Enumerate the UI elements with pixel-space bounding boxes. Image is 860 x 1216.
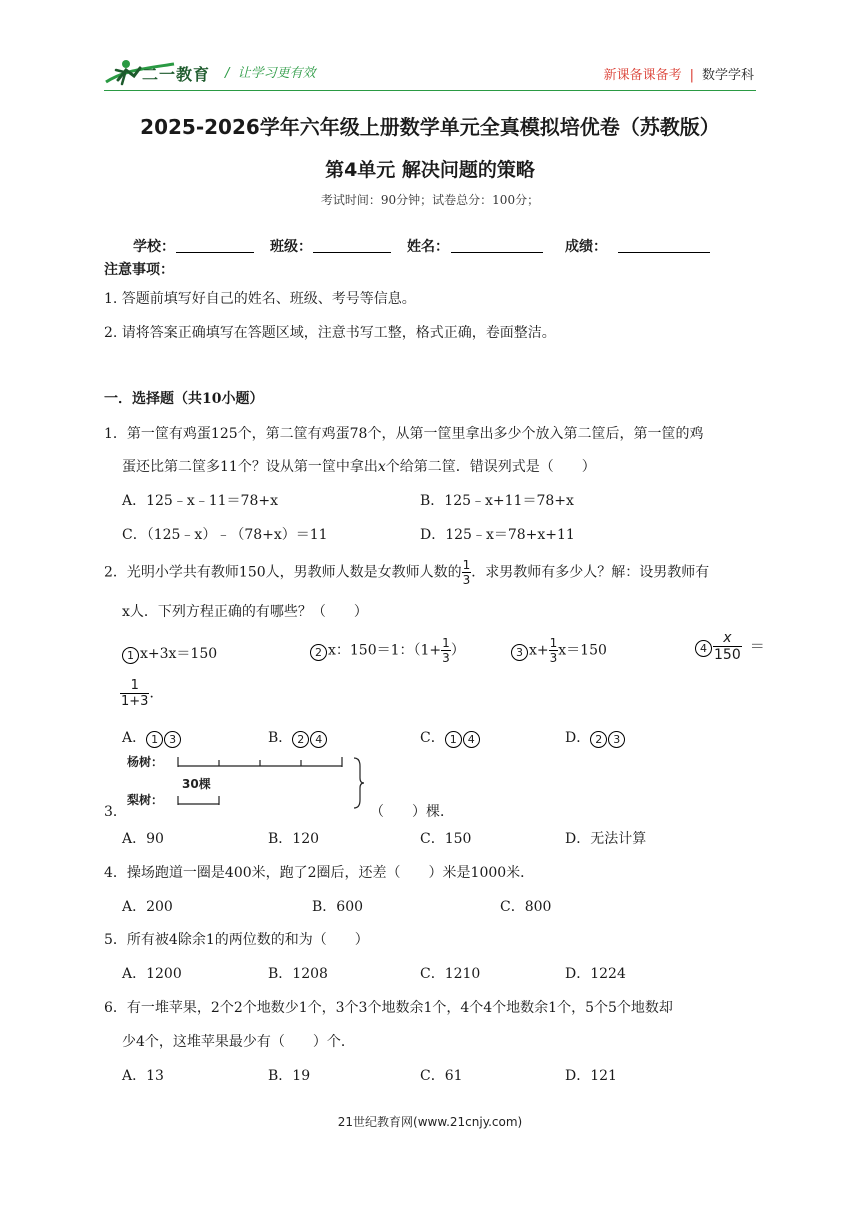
q1-line2a: 蛋还比第二筐多11个？设从第一筐中拿出	[122, 459, 378, 475]
q2-option-b-label: B．	[268, 730, 293, 746]
notice-item-1: 1. 答题前填写好自己的姓名、班级、考号等信息。	[104, 291, 416, 307]
q6-option-b[interactable]: B．19	[268, 1068, 311, 1084]
circle-2-icon: 2	[590, 731, 607, 748]
circle-3-icon: 3	[511, 644, 528, 661]
circle-4-icon: 4	[310, 731, 327, 748]
q2-eq4-frac-num: x	[713, 631, 742, 647]
q1-option-b[interactable]: B．125﹣x+11＝78+x	[420, 493, 574, 509]
school-field[interactable]	[176, 252, 254, 253]
q2-eq2	[310, 637, 465, 664]
q6-option-c[interactable]: C．61	[420, 1068, 463, 1084]
notice-title: 注意事项：	[104, 262, 174, 278]
q2-eq3-fraction	[549, 637, 559, 664]
school-label: 学校：	[133, 239, 175, 255]
q1-option-d[interactable]: D．125﹣x＝78+x+11	[420, 527, 575, 543]
q2-eq3	[511, 637, 607, 664]
q6-line2: 少4个，这堆苹果最少有（ ）个．	[122, 1034, 355, 1050]
q2-option-d[interactable]	[565, 727, 626, 748]
q2-eq4-frac2-den: 1+3	[121, 694, 149, 709]
header-separator: |	[689, 68, 694, 83]
exam-info: 考试时间：90分钟；试卷总分：100分；	[320, 193, 540, 207]
q4-option-a[interactable]: A．200	[122, 899, 173, 915]
q3-option-c[interactable]: C．150	[420, 831, 472, 847]
q2-eq4-tail: ．	[149, 685, 164, 702]
q1-var: x	[377, 459, 386, 475]
q5-text: 5．所有被4除余1的两位数的和为（ ）	[104, 932, 369, 948]
logo-text: 二一教育	[142, 65, 211, 84]
q1-line2	[122, 456, 596, 476]
circle-4-icon: 4	[695, 640, 712, 657]
q2-frac-num: 1	[462, 558, 471, 572]
q2-eq3-frac-den: 3	[549, 651, 558, 665]
q2-eq3b: x＝150	[558, 642, 607, 659]
header-tag-red: 新课备课备考	[603, 68, 682, 83]
circle-4-icon: 4	[463, 731, 480, 748]
q2-eq2a: x：150＝1：（1+	[328, 642, 442, 659]
score-field[interactable]	[618, 252, 710, 253]
q2-eq4-rhs	[120, 679, 163, 708]
q2-option-a-label: A．	[122, 730, 147, 746]
diagram-value: 30棵	[182, 777, 211, 791]
header-subject: 数学学科	[701, 68, 754, 83]
circle-2-icon: 2	[292, 731, 309, 748]
q2-option-a[interactable]	[122, 727, 182, 748]
section-title: 一．选择题（共10小题）	[104, 391, 264, 407]
q2-option-b[interactable]	[268, 727, 328, 748]
circle-3-icon: 3	[608, 731, 625, 748]
page-title: 2025-2026学年六年级上册数学单元全真模拟培优卷（苏教版）	[140, 115, 720, 139]
q5-option-a[interactable]: A．1200	[122, 966, 182, 982]
q2-line1a: 2．光明小学共有教师150人，男教师人数是女教师人数的	[104, 564, 462, 581]
notice-item-2: 2. 请将答案正确填写在答题区域，注意书写工整，格式正确，卷面整洁。	[104, 325, 556, 341]
q3-option-a[interactable]: A．90	[122, 831, 164, 847]
q2-eq4-fraction2	[120, 679, 149, 708]
q2-option-c[interactable]	[420, 727, 481, 748]
q3-line-diagram	[124, 752, 364, 814]
score-label: 成绩：	[565, 239, 607, 255]
q2-eq1-text: x+3x＝150	[140, 646, 218, 662]
diagram-label-pear: 梨树：	[127, 793, 164, 807]
q2-eq2-fraction	[441, 637, 451, 664]
circle-1-icon: 1	[146, 731, 163, 748]
q2-eq2-frac-den: 3	[442, 651, 450, 665]
q2-eq4	[695, 631, 765, 662]
class-label: 班级：	[270, 239, 312, 255]
q2-eq1	[122, 643, 217, 664]
circle-2-icon: 2	[310, 644, 327, 661]
q2-eq4-frac-den: 150	[714, 647, 741, 663]
class-field[interactable]	[313, 252, 391, 253]
q2-eq4-equals: ＝	[749, 636, 765, 655]
q2-fraction	[462, 559, 472, 586]
q3-option-d[interactable]: D．无法计算	[565, 831, 647, 847]
diagram-label-poplar: 杨树：	[127, 755, 164, 769]
q4-text: 4．操场跑道一圈是400米，跑了2圈后，还差（ ）米是1000米．	[104, 865, 535, 881]
q6-option-a[interactable]: A．13	[122, 1068, 164, 1084]
q1-line2b: 个给第二筐．错误列式是（ ）	[385, 459, 596, 475]
footer: 21世纪教育网(www.21cnjy.com)	[337, 1115, 523, 1129]
q2-line2: x人．下列方程正确的有哪些？（ ）	[122, 604, 368, 620]
circle-1-icon: 1	[122, 647, 139, 664]
page-subtitle: 第4单元 解决问题的策略	[325, 159, 535, 181]
circle-1-icon: 1	[445, 731, 462, 748]
q6-option-d[interactable]: D．121	[565, 1068, 617, 1084]
q1-option-c[interactable]: C．（125﹣x）﹣（78+x）＝11	[122, 527, 328, 543]
q2-eq3a: x+	[529, 642, 549, 659]
slogan: / 让学习更有效	[225, 66, 316, 81]
q2-eq4-frac2-num: 1	[120, 679, 149, 694]
name-field[interactable]	[451, 252, 543, 253]
q5-option-c[interactable]: C．1210	[420, 966, 481, 982]
name-label: 姓名：	[407, 239, 449, 255]
q2-line1b: ．求男教师有多少人？解：设男教师有	[471, 564, 710, 581]
circle-3-icon: 3	[164, 731, 181, 748]
q2-eq2b: ）	[450, 642, 465, 659]
q4-option-b[interactable]: B．600	[312, 899, 364, 915]
q5-option-b[interactable]: B．1208	[268, 966, 328, 982]
q2-eq2-frac-num: 1	[442, 636, 450, 650]
q2-option-d-label: D．	[565, 730, 591, 746]
q2-eq3-frac-num: 1	[549, 636, 558, 650]
q2-line1	[104, 559, 709, 586]
q1-option-a[interactable]: A．125﹣x﹣11＝78+x	[122, 493, 278, 509]
q3-number: 3．	[104, 804, 127, 820]
q2-option-c-label: C．	[420, 730, 445, 746]
header-divider	[104, 90, 756, 91]
q3-tail: （ ）棵．	[370, 804, 454, 820]
q2-frac-den: 3	[462, 573, 471, 587]
q4-option-c[interactable]: C．800	[500, 899, 552, 915]
q2-eq4-fraction	[713, 631, 742, 662]
q1-line1: 1．第一筐有鸡蛋125个，第二筐有鸡蛋78个，从第一筐里拿出多少个放入第二筐后，第一筐的鸡	[104, 426, 704, 442]
header-right	[604, 64, 754, 83]
q6-line1: 6．有一堆苹果，2个2个地数少1个，3个3个地数余1个，4个4个地数余1个，5个5个地数却	[104, 1000, 673, 1016]
q3-option-b[interactable]: B．120	[268, 831, 320, 847]
slogan-text: 让学习更有效	[237, 66, 316, 81]
q5-option-d[interactable]: D．1224	[565, 966, 626, 982]
